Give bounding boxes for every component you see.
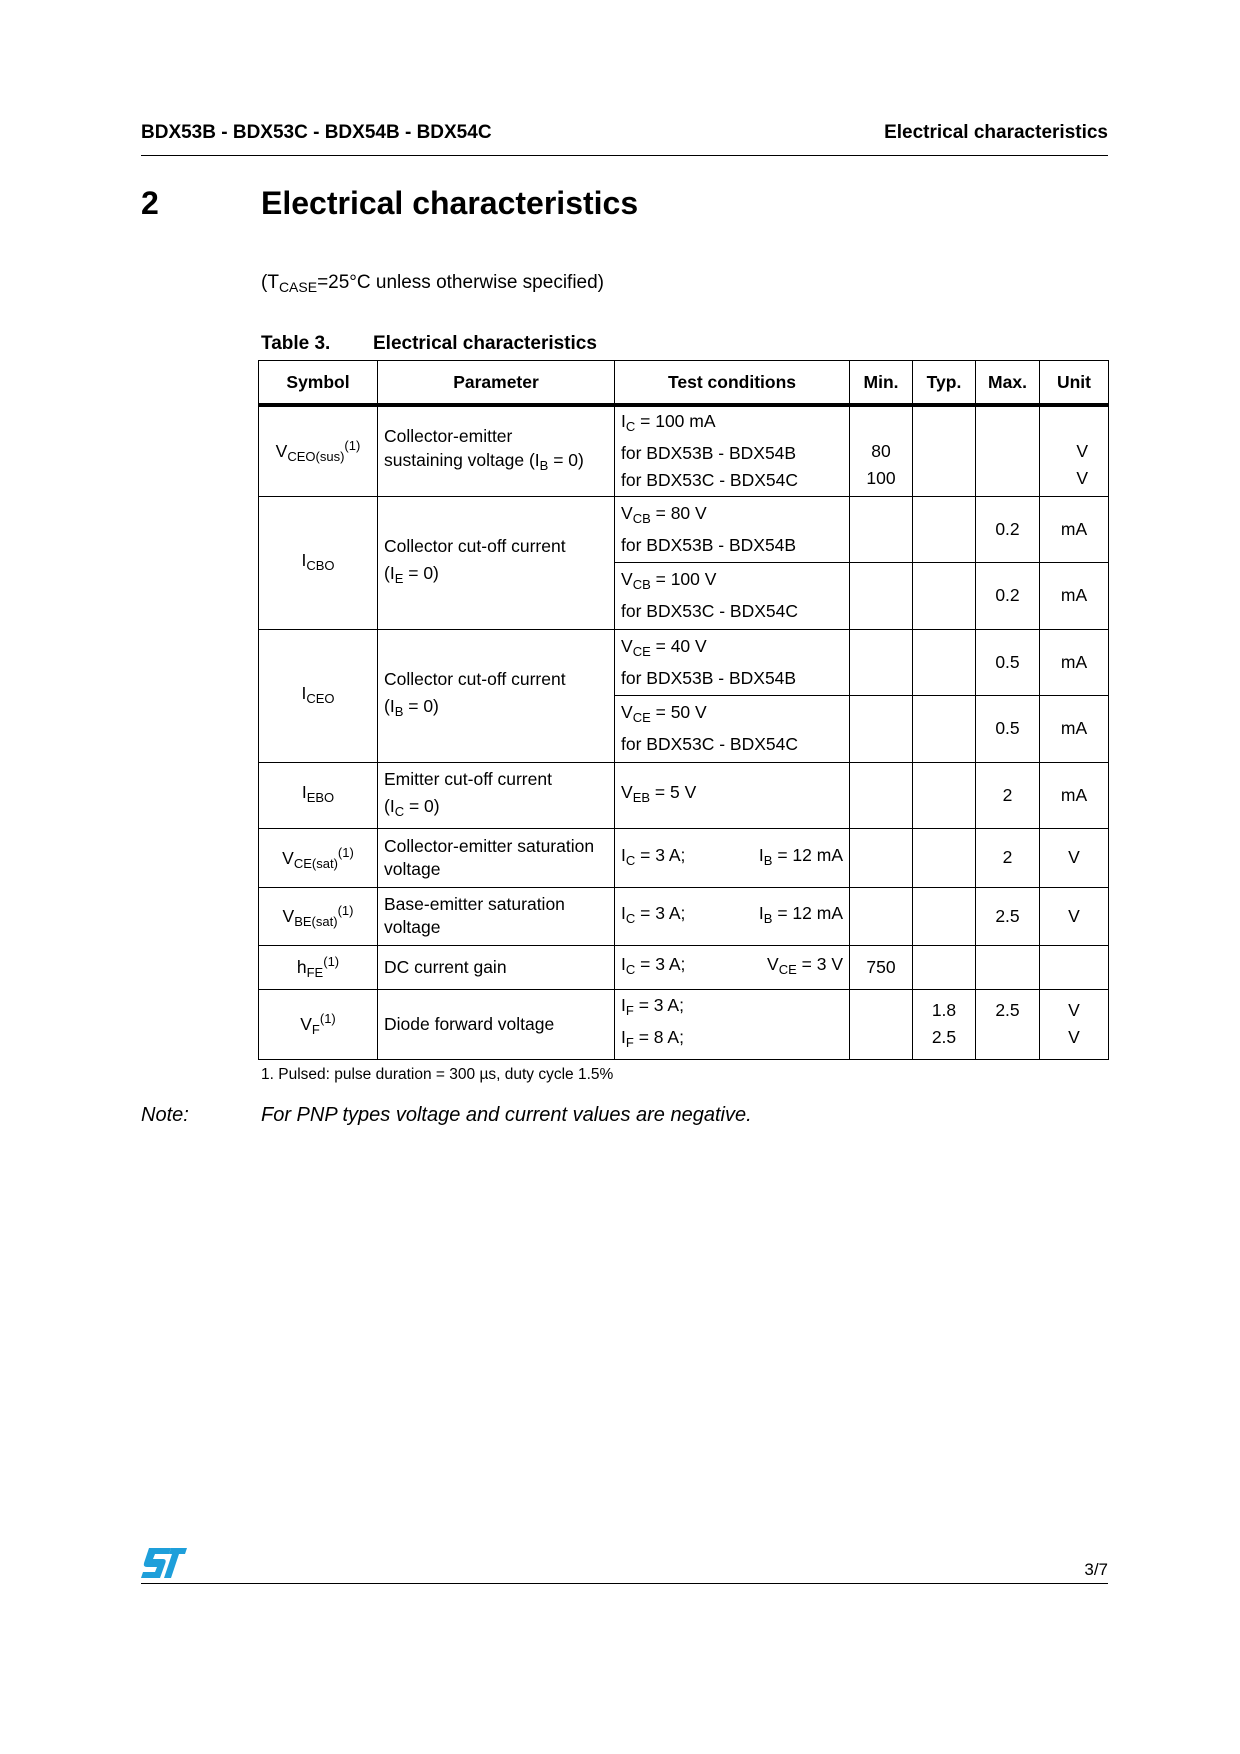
- col-test-conditions: Test conditions: [615, 361, 850, 406]
- col-max: Max.: [976, 361, 1040, 406]
- electrical-characteristics-table: [258, 360, 1109, 1060]
- min-cell: [850, 629, 913, 695]
- symbol-cell: $I_{EBO}$: [259, 762, 378, 828]
- max-cell: 2: [976, 762, 1040, 828]
- symbol-cell: $V_{CE(sat)}^{(1)}$: [259, 828, 378, 887]
- table-row: [259, 887, 1109, 945]
- conditions-cell: $V_{CE} = 50$ V for BDX53C - BDX54C: [615, 695, 850, 762]
- footer-rule: [141, 1583, 1108, 1584]
- max-cell: 2.5: [976, 989, 1040, 1059]
- symbol-cell: $V_{BE(sat)}^{(1)}$: [259, 887, 378, 945]
- typ-cell: [913, 695, 976, 762]
- max-cell: 0.5: [976, 629, 1040, 695]
- unit-cell: V: [1040, 887, 1109, 945]
- min-cell: [850, 989, 913, 1059]
- col-min: Min.: [850, 361, 913, 406]
- conditions-cell: $I_C = 3$ A; $I_B = 12$ mA: [615, 828, 850, 887]
- parameter-cell: Diode forward voltage: [378, 989, 615, 1059]
- unit-cell: mA: [1040, 695, 1109, 762]
- conditions-cell: $V_{CE} = 40$ V for BDX53B - BDX54B: [615, 629, 850, 695]
- min-cell: [850, 887, 913, 945]
- max-cell: [976, 945, 1040, 989]
- table-header-row: [259, 361, 1109, 406]
- min-cell: [850, 762, 913, 828]
- note-text: For PNP types voltage and current values are negative.: [261, 1104, 752, 1126]
- min-cell: 80 100: [850, 405, 913, 496]
- unit-cell: mA: [1040, 562, 1109, 629]
- unit-cell: V V: [1040, 989, 1109, 1059]
- min-cell: [850, 496, 913, 562]
- max-cell: 0.5: [976, 695, 1040, 762]
- table-row: [259, 945, 1109, 989]
- min-cell: [850, 828, 913, 887]
- header-doc-title: BDX53B - BDX53C - BDX54B - BDX54C: [141, 122, 492, 143]
- table-row: [259, 629, 1109, 695]
- typ-cell: [913, 762, 976, 828]
- min-cell: [850, 695, 913, 762]
- parameter-cell: DC current gain: [378, 945, 615, 989]
- unit-cell: V V: [1040, 405, 1109, 496]
- max-cell: 2: [976, 828, 1040, 887]
- typ-cell: [913, 828, 976, 887]
- conditions-cell: $I_C = 3$ A; $I_B = 12$ mA: [615, 887, 850, 945]
- unit-cell: mA: [1040, 762, 1109, 828]
- conditions-cell: $V_{EB} = 5$ V: [615, 762, 850, 828]
- parameter-cell: Collector cut-off current $(I_E = 0)$: [378, 496, 615, 629]
- min-cell: 750: [850, 945, 913, 989]
- st-logo-icon: [141, 1548, 187, 1578]
- conditions-cell: $I_C = 3$ A; $V_{CE} = 3$ V: [615, 945, 850, 989]
- symbol-cell: $I_{CEO}$: [259, 629, 378, 762]
- parameter-cell: Collector cut-off current $(I_B = 0)$: [378, 629, 615, 762]
- table-title: Electrical characteristics: [373, 333, 597, 354]
- table-label: Table 3.: [261, 333, 331, 354]
- conditions-cell: $I_C = 100$ mA for BDX53B - BDX54B for BDX53C - BDX54C: [615, 405, 850, 496]
- typ-cell: [913, 496, 976, 562]
- conditions-cell: $V_{CB} = 100$ V for BDX53C - BDX54C: [615, 562, 850, 629]
- unit-cell: V: [1040, 828, 1109, 887]
- symbol-cell: $V_{CEO(sus)}^{(1)}$: [259, 405, 378, 496]
- parameter-cell: Collector-emitter sustaining voltage $(I_B = 0)$: [378, 405, 615, 496]
- section-title: Electrical characteristics: [261, 185, 639, 221]
- unit-cell: mA: [1040, 629, 1109, 695]
- max-cell: [976, 405, 1040, 496]
- typ-cell: [913, 562, 976, 629]
- section-number: 2: [141, 185, 159, 221]
- symbol-cell: $h_{FE}^{(1)}$: [259, 945, 378, 989]
- table-row: [259, 828, 1109, 887]
- conditions-cell: $V_{CB} = 80$ V for BDX53B - BDX54B: [615, 496, 850, 562]
- header-rule: [141, 155, 1108, 156]
- test-condition-note: ($T_{CASE}=25^\circ C$ unless otherwise specified): [261, 272, 605, 295]
- table-caption: [261, 333, 597, 355]
- parameter-cell: Collector-emitter saturation voltage: [378, 828, 615, 887]
- max-cell: 2.5: [976, 887, 1040, 945]
- max-cell: 0.2: [976, 562, 1040, 629]
- note-label: Note:: [141, 1104, 189, 1126]
- typ-cell: [913, 629, 976, 695]
- symbol-cell: $I_{CBO}$: [259, 496, 378, 629]
- unit-cell: [1040, 945, 1109, 989]
- table-row: [259, 989, 1109, 1059]
- page-number: 3/7: [1084, 1560, 1108, 1579]
- col-unit: Unit: [1040, 361, 1109, 406]
- min-cell: [850, 562, 913, 629]
- max-cell: 0.2: [976, 496, 1040, 562]
- typ-cell: [913, 405, 976, 496]
- table-row: [259, 405, 1109, 496]
- table-row: [259, 762, 1109, 828]
- col-symbol: Symbol: [259, 361, 378, 406]
- parameter-cell: Emitter cut-off current $(I_C = 0)$: [378, 762, 615, 828]
- col-parameter: Parameter: [378, 361, 615, 406]
- table-footnote: 1. Pulsed: pulse duration = 300 µs, duty cycle 1.5%: [261, 1066, 614, 1083]
- symbol-cell: $V_F^{(1)}$: [259, 989, 378, 1059]
- table-row: [259, 496, 1109, 562]
- parameter-cell: Base-emitter saturation voltage: [378, 887, 615, 945]
- typ-cell: [913, 887, 976, 945]
- typ-cell: [913, 945, 976, 989]
- unit-cell: mA: [1040, 496, 1109, 562]
- conditions-cell: $I_F = 3$ A; $I_F = 8$ A;: [615, 989, 850, 1059]
- col-typ: Typ.: [913, 361, 976, 406]
- header-section-title: Electrical characteristics: [884, 122, 1108, 143]
- typ-cell: 1.8 2.5: [913, 989, 976, 1059]
